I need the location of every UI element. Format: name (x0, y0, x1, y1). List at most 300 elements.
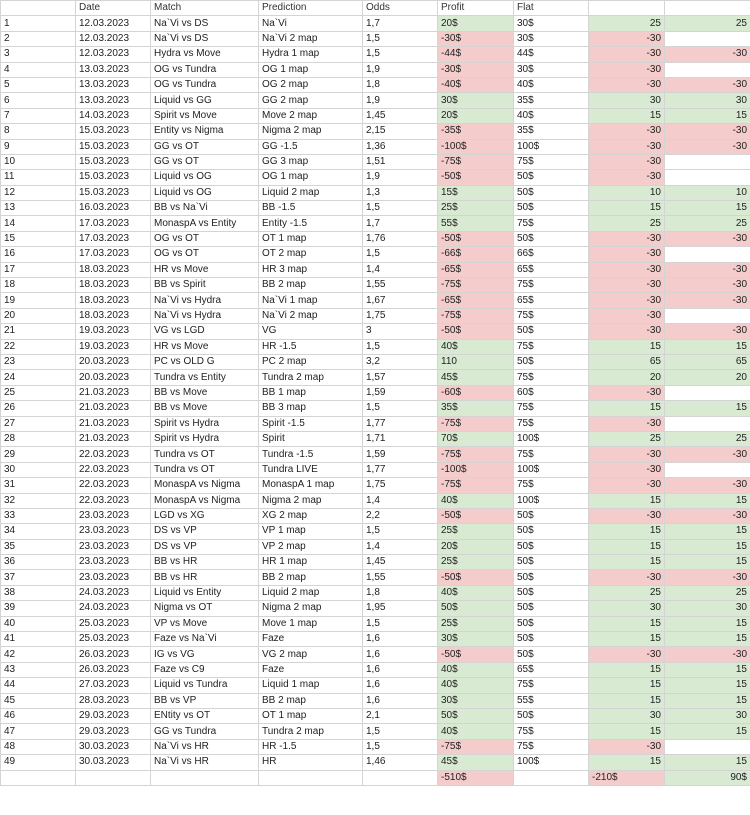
result-a-cell[interactable]: -30 (589, 154, 665, 169)
prediction-cell[interactable]: Tundra -1.5 (259, 447, 363, 462)
match-cell[interactable]: GG vs OT (151, 154, 259, 169)
match-cell[interactable]: Spirit vs Hydra (151, 416, 259, 431)
flat-cell[interactable]: 50$ (514, 555, 589, 570)
result-b-cell[interactable]: -30 (665, 47, 750, 62)
profit-cell[interactable]: -50$ (438, 570, 514, 585)
date-cell[interactable]: 15.03.2023 (76, 154, 151, 169)
odds-cell[interactable]: 1,7 (363, 216, 438, 231)
odds-cell[interactable]: 1,76 (363, 231, 438, 246)
match-cell[interactable]: Na`Vi vs DS (151, 31, 259, 46)
odds-cell[interactable]: 1,55 (363, 278, 438, 293)
result-b-cell[interactable]: 15 (665, 524, 750, 539)
empty-cell[interactable] (76, 770, 151, 785)
odds-cell[interactable]: 1,4 (363, 262, 438, 277)
prediction-cell[interactable]: Na`Vi (259, 16, 363, 31)
match-cell[interactable]: Tundra vs OT (151, 462, 259, 477)
result-a-cell[interactable]: 25 (589, 431, 665, 446)
match-cell[interactable]: BB vs Na`Vi (151, 201, 259, 216)
result-b-cell[interactable] (665, 416, 750, 431)
date-cell[interactable]: 22.03.2023 (76, 493, 151, 508)
prediction-cell[interactable]: Spirit -1.5 (259, 416, 363, 431)
row-number-cell[interactable]: 6 (1, 93, 76, 108)
result-a-cell[interactable]: 15 (589, 662, 665, 677)
result-b-cell[interactable]: -30 (665, 77, 750, 92)
flat-cell[interactable]: 75$ (514, 678, 589, 693)
prediction-cell[interactable]: Spirit (259, 431, 363, 446)
date-cell[interactable]: 29.03.2023 (76, 708, 151, 723)
row-number-cell[interactable]: 23 (1, 354, 76, 369)
odds-cell[interactable]: 1,4 (363, 493, 438, 508)
date-cell[interactable]: 12.03.2023 (76, 31, 151, 46)
row-number-cell[interactable]: 28 (1, 431, 76, 446)
odds-cell[interactable]: 2,15 (363, 124, 438, 139)
prediction-cell[interactable]: OT 1 map (259, 231, 363, 246)
profit-cell[interactable]: -30$ (438, 62, 514, 77)
result-b-cell[interactable] (665, 170, 750, 185)
row-number-cell[interactable]: 15 (1, 231, 76, 246)
row-number-cell[interactable]: 49 (1, 755, 76, 770)
flat-cell[interactable]: 100$ (514, 755, 589, 770)
date-cell[interactable]: 30.03.2023 (76, 739, 151, 754)
prediction-cell[interactable]: VG 2 map (259, 647, 363, 662)
result-b-cell[interactable]: -30 (665, 508, 750, 523)
date-cell[interactable]: 19.03.2023 (76, 324, 151, 339)
date-cell[interactable]: 22.03.2023 (76, 447, 151, 462)
row-number-cell[interactable]: 4 (1, 62, 76, 77)
profit-cell[interactable]: -50$ (438, 231, 514, 246)
flat-cell[interactable]: 65$ (514, 262, 589, 277)
result-a-cell[interactable]: 15 (589, 401, 665, 416)
row-number-cell[interactable]: 39 (1, 601, 76, 616)
match-cell[interactable]: Na`Vi vs Hydra (151, 308, 259, 323)
date-cell[interactable]: 18.03.2023 (76, 278, 151, 293)
result-b-cell[interactable]: -30 (665, 570, 750, 585)
date-cell[interactable]: 18.03.2023 (76, 308, 151, 323)
match-cell[interactable]: OG vs OT (151, 247, 259, 262)
result-b-cell[interactable]: 10 (665, 185, 750, 200)
profit-cell[interactable]: 40$ (438, 585, 514, 600)
row-number-cell[interactable]: 27 (1, 416, 76, 431)
match-cell[interactable]: BB vs HR (151, 555, 259, 570)
date-cell[interactable]: 18.03.2023 (76, 262, 151, 277)
result-a-cell[interactable]: 15 (589, 616, 665, 631)
result-b-cell[interactable]: -30 (665, 124, 750, 139)
odds-cell[interactable]: 1,4 (363, 539, 438, 554)
profit-cell[interactable]: -75$ (438, 154, 514, 169)
prediction-cell[interactable]: OT 1 map (259, 708, 363, 723)
total-result-a-cell[interactable]: -210$ (589, 770, 665, 785)
odds-cell[interactable]: 1,67 (363, 293, 438, 308)
row-number-cell[interactable]: 44 (1, 678, 76, 693)
header-cell-num[interactable] (1, 1, 76, 16)
odds-cell[interactable]: 1,55 (363, 570, 438, 585)
flat-cell[interactable]: 65$ (514, 662, 589, 677)
prediction-cell[interactable]: Nigma 2 map (259, 124, 363, 139)
header-cell-odds[interactable]: Odds (363, 1, 438, 16)
result-b-cell[interactable]: 20 (665, 370, 750, 385)
date-cell[interactable]: 21.03.2023 (76, 416, 151, 431)
result-a-cell[interactable]: 15 (589, 524, 665, 539)
profit-cell[interactable]: -100$ (438, 139, 514, 154)
flat-cell[interactable]: 75$ (514, 370, 589, 385)
match-cell[interactable]: OG vs Tundra (151, 77, 259, 92)
result-a-cell[interactable]: -30 (589, 324, 665, 339)
flat-cell[interactable]: 50$ (514, 585, 589, 600)
date-cell[interactable]: 23.03.2023 (76, 555, 151, 570)
prediction-cell[interactable]: Na`Vi 1 map (259, 293, 363, 308)
profit-cell[interactable]: -40$ (438, 77, 514, 92)
flat-cell[interactable]: 50$ (514, 354, 589, 369)
odds-cell[interactable]: 1,75 (363, 308, 438, 323)
match-cell[interactable]: Nigma vs OT (151, 601, 259, 616)
prediction-cell[interactable]: BB 2 map (259, 693, 363, 708)
match-cell[interactable]: BB vs VP (151, 693, 259, 708)
odds-cell[interactable]: 1,5 (363, 247, 438, 262)
prediction-cell[interactable]: Tundra 2 map (259, 370, 363, 385)
odds-cell[interactable]: 1,9 (363, 62, 438, 77)
odds-cell[interactable]: 1,9 (363, 93, 438, 108)
odds-cell[interactable]: 2,1 (363, 708, 438, 723)
result-b-cell[interactable] (665, 62, 750, 77)
match-cell[interactable]: GG vs OT (151, 139, 259, 154)
result-b-cell[interactable]: 65 (665, 354, 750, 369)
result-a-cell[interactable]: 15 (589, 678, 665, 693)
date-cell[interactable]: 17.03.2023 (76, 231, 151, 246)
date-cell[interactable]: 23.03.2023 (76, 539, 151, 554)
match-cell[interactable]: Faze vs C9 (151, 662, 259, 677)
row-number-cell[interactable]: 3 (1, 47, 76, 62)
result-a-cell[interactable]: -30 (589, 462, 665, 477)
flat-cell[interactable]: 30$ (514, 62, 589, 77)
odds-cell[interactable]: 1,5 (363, 339, 438, 354)
flat-cell[interactable]: 75$ (514, 739, 589, 754)
result-b-cell[interactable]: 30 (665, 601, 750, 616)
result-b-cell[interactable]: -30 (665, 278, 750, 293)
match-cell[interactable]: Liquid vs GG (151, 93, 259, 108)
match-cell[interactable]: PC vs OLD G (151, 354, 259, 369)
match-cell[interactable]: Na`Vi vs HR (151, 755, 259, 770)
result-a-cell[interactable]: -30 (589, 293, 665, 308)
row-number-cell[interactable]: 1 (1, 16, 76, 31)
prediction-cell[interactable]: Entity -1.5 (259, 216, 363, 231)
date-cell[interactable]: 23.03.2023 (76, 570, 151, 585)
prediction-cell[interactable]: VG (259, 324, 363, 339)
result-b-cell[interactable]: 15 (665, 555, 750, 570)
flat-cell[interactable]: 50$ (514, 539, 589, 554)
match-cell[interactable]: Liquid vs Tundra (151, 678, 259, 693)
result-a-cell[interactable]: -30 (589, 139, 665, 154)
empty-cell[interactable] (151, 770, 259, 785)
flat-cell[interactable]: 40$ (514, 108, 589, 123)
result-b-cell[interactable] (665, 154, 750, 169)
result-a-cell[interactable]: 15 (589, 693, 665, 708)
header-cell-prediction[interactable]: Prediction (259, 1, 363, 16)
row-number-cell[interactable]: 10 (1, 154, 76, 169)
date-cell[interactable]: 23.03.2023 (76, 524, 151, 539)
flat-cell[interactable]: 75$ (514, 401, 589, 416)
profit-cell[interactable]: -35$ (438, 124, 514, 139)
flat-cell[interactable]: 50$ (514, 324, 589, 339)
row-number-cell[interactable]: 18 (1, 278, 76, 293)
row-number-cell[interactable]: 33 (1, 508, 76, 523)
match-cell[interactable]: Spirit vs Move (151, 108, 259, 123)
profit-cell[interactable]: -50$ (438, 647, 514, 662)
flat-cell[interactable]: 50$ (514, 170, 589, 185)
row-number-cell[interactable]: 22 (1, 339, 76, 354)
odds-cell[interactable]: 3,2 (363, 354, 438, 369)
profit-cell[interactable]: 25$ (438, 524, 514, 539)
header-cell-match[interactable]: Match (151, 1, 259, 16)
profit-cell[interactable]: 25$ (438, 555, 514, 570)
result-b-cell[interactable] (665, 247, 750, 262)
result-b-cell[interactable]: -30 (665, 262, 750, 277)
flat-cell[interactable]: 35$ (514, 93, 589, 108)
row-number-cell[interactable]: 36 (1, 555, 76, 570)
row-number-cell[interactable]: 47 (1, 724, 76, 739)
result-b-cell[interactable]: 15 (665, 693, 750, 708)
date-cell[interactable]: 13.03.2023 (76, 77, 151, 92)
date-cell[interactable]: 27.03.2023 (76, 678, 151, 693)
profit-cell[interactable]: 20$ (438, 539, 514, 554)
date-cell[interactable]: 30.03.2023 (76, 755, 151, 770)
odds-cell[interactable]: 1,6 (363, 678, 438, 693)
prediction-cell[interactable]: OG 1 map (259, 170, 363, 185)
profit-cell[interactable]: -65$ (438, 293, 514, 308)
row-number-cell[interactable]: 16 (1, 247, 76, 262)
row-number-cell[interactable]: 13 (1, 201, 76, 216)
odds-cell[interactable]: 1,77 (363, 416, 438, 431)
profit-cell[interactable]: 40$ (438, 724, 514, 739)
result-a-cell[interactable]: 15 (589, 339, 665, 354)
result-b-cell[interactable]: 15 (665, 724, 750, 739)
profit-cell[interactable]: -75$ (438, 308, 514, 323)
flat-cell[interactable]: 75$ (514, 416, 589, 431)
result-a-cell[interactable]: -30 (589, 262, 665, 277)
result-a-cell[interactable]: -30 (589, 647, 665, 662)
profit-cell[interactable]: -100$ (438, 462, 514, 477)
match-cell[interactable]: VP vs Move (151, 616, 259, 631)
date-cell[interactable]: 12.03.2023 (76, 47, 151, 62)
date-cell[interactable]: 29.03.2023 (76, 724, 151, 739)
profit-cell[interactable]: -75$ (438, 416, 514, 431)
row-number-cell[interactable]: 42 (1, 647, 76, 662)
prediction-cell[interactable]: Liquid 2 map (259, 585, 363, 600)
row-number-cell[interactable]: 37 (1, 570, 76, 585)
match-cell[interactable]: IG vs VG (151, 647, 259, 662)
flat-cell[interactable]: 44$ (514, 47, 589, 62)
flat-cell[interactable]: 100$ (514, 431, 589, 446)
result-a-cell[interactable]: -30 (589, 478, 665, 493)
row-number-cell[interactable]: 43 (1, 662, 76, 677)
profit-cell[interactable]: 110 (438, 354, 514, 369)
date-cell[interactable]: 26.03.2023 (76, 662, 151, 677)
date-cell[interactable]: 25.03.2023 (76, 616, 151, 631)
odds-cell[interactable]: 1,5 (363, 47, 438, 62)
odds-cell[interactable]: 1,46 (363, 755, 438, 770)
odds-cell[interactable]: 1,45 (363, 108, 438, 123)
profit-cell[interactable]: 15$ (438, 185, 514, 200)
profit-cell[interactable]: 30$ (438, 632, 514, 647)
result-a-cell[interactable]: 10 (589, 185, 665, 200)
row-number-cell[interactable]: 38 (1, 585, 76, 600)
prediction-cell[interactable]: BB 2 map (259, 570, 363, 585)
profit-cell[interactable]: -60$ (438, 385, 514, 400)
row-number-cell[interactable]: 11 (1, 170, 76, 185)
result-a-cell[interactable]: 25 (589, 585, 665, 600)
result-b-cell[interactable]: -30 (665, 324, 750, 339)
row-number-cell[interactable]: 40 (1, 616, 76, 631)
profit-cell[interactable]: -75$ (438, 739, 514, 754)
prediction-cell[interactable]: HR 3 map (259, 262, 363, 277)
flat-cell[interactable]: 50$ (514, 647, 589, 662)
result-b-cell[interactable]: -30 (665, 293, 750, 308)
result-a-cell[interactable]: -30 (589, 570, 665, 585)
match-cell[interactable]: Liquid vs Entity (151, 585, 259, 600)
match-cell[interactable]: HR vs Move (151, 339, 259, 354)
flat-cell[interactable]: 50$ (514, 524, 589, 539)
flat-cell[interactable]: 75$ (514, 447, 589, 462)
date-cell[interactable]: 21.03.2023 (76, 431, 151, 446)
result-a-cell[interactable]: 15 (589, 632, 665, 647)
flat-cell[interactable]: 50$ (514, 231, 589, 246)
prediction-cell[interactable]: XG 2 map (259, 508, 363, 523)
prediction-cell[interactable]: Na`Vi 2 map (259, 31, 363, 46)
match-cell[interactable]: OG vs OT (151, 231, 259, 246)
prediction-cell[interactable]: HR 1 map (259, 555, 363, 570)
date-cell[interactable]: 12.03.2023 (76, 16, 151, 31)
header-cell-c2[interactable] (665, 1, 750, 16)
result-b-cell[interactable]: 30 (665, 93, 750, 108)
profit-cell[interactable]: -75$ (438, 278, 514, 293)
odds-cell[interactable]: 1,59 (363, 385, 438, 400)
result-b-cell[interactable]: 25 (665, 16, 750, 31)
row-number-cell[interactable]: 29 (1, 447, 76, 462)
result-a-cell[interactable]: 15 (589, 108, 665, 123)
match-cell[interactable]: Entity vs Nigma (151, 124, 259, 139)
date-cell[interactable]: 20.03.2023 (76, 354, 151, 369)
date-cell[interactable]: 23.03.2023 (76, 508, 151, 523)
match-cell[interactable]: BB vs HR (151, 570, 259, 585)
date-cell[interactable]: 25.03.2023 (76, 632, 151, 647)
flat-cell[interactable]: 50$ (514, 632, 589, 647)
profit-cell[interactable]: 30$ (438, 693, 514, 708)
result-b-cell[interactable] (665, 308, 750, 323)
profit-cell[interactable]: -66$ (438, 247, 514, 262)
odds-cell[interactable]: 1,6 (363, 662, 438, 677)
flat-cell[interactable]: 60$ (514, 385, 589, 400)
row-number-cell[interactable]: 45 (1, 693, 76, 708)
match-cell[interactable]: VG vs LGD (151, 324, 259, 339)
flat-cell[interactable]: 50$ (514, 601, 589, 616)
date-cell[interactable]: 13.03.2023 (76, 93, 151, 108)
result-b-cell[interactable]: 15 (665, 401, 750, 416)
date-cell[interactable]: 17.03.2023 (76, 247, 151, 262)
result-b-cell[interactable]: 15 (665, 616, 750, 631)
result-b-cell[interactable] (665, 31, 750, 46)
row-number-cell[interactable]: 8 (1, 124, 76, 139)
odds-cell[interactable]: 1,5 (363, 524, 438, 539)
odds-cell[interactable]: 1,5 (363, 739, 438, 754)
flat-cell[interactable]: 100$ (514, 493, 589, 508)
row-number-cell[interactable]: 41 (1, 632, 76, 647)
result-a-cell[interactable]: -30 (589, 77, 665, 92)
profit-cell[interactable]: 25$ (438, 616, 514, 631)
header-cell-c1[interactable] (589, 1, 665, 16)
prediction-cell[interactable]: BB 3 map (259, 401, 363, 416)
prediction-cell[interactable]: OT 2 map (259, 247, 363, 262)
result-a-cell[interactable]: -30 (589, 47, 665, 62)
empty-cell[interactable] (363, 770, 438, 785)
result-a-cell[interactable]: -30 (589, 247, 665, 262)
flat-cell[interactable]: 30$ (514, 16, 589, 31)
prediction-cell[interactable]: Na`Vi 2 map (259, 308, 363, 323)
flat-cell[interactable]: 50$ (514, 570, 589, 585)
odds-cell[interactable]: 1,6 (363, 693, 438, 708)
odds-cell[interactable]: 1,9 (363, 170, 438, 185)
profit-cell[interactable]: 40$ (438, 662, 514, 677)
result-a-cell[interactable]: 15 (589, 539, 665, 554)
prediction-cell[interactable]: BB 1 map (259, 385, 363, 400)
match-cell[interactable]: Faze vs Na`Vi (151, 632, 259, 647)
prediction-cell[interactable]: Liquid 2 map (259, 185, 363, 200)
prediction-cell[interactable]: Hydra 1 map (259, 47, 363, 62)
prediction-cell[interactable]: Nigma 2 map (259, 493, 363, 508)
profit-cell[interactable]: -75$ (438, 478, 514, 493)
profit-cell[interactable]: 40$ (438, 339, 514, 354)
result-a-cell[interactable]: -30 (589, 308, 665, 323)
odds-cell[interactable]: 1,5 (363, 401, 438, 416)
prediction-cell[interactable]: GG 3 map (259, 154, 363, 169)
result-a-cell[interactable]: 65 (589, 354, 665, 369)
match-cell[interactable]: Na`Vi vs DS (151, 16, 259, 31)
prediction-cell[interactable]: Tundra 2 map (259, 724, 363, 739)
result-a-cell[interactable]: -30 (589, 170, 665, 185)
result-b-cell[interactable]: 15 (665, 339, 750, 354)
match-cell[interactable]: BB vs Spirit (151, 278, 259, 293)
profit-cell[interactable]: 20$ (438, 108, 514, 123)
result-b-cell[interactable]: 25 (665, 585, 750, 600)
flat-cell[interactable]: 65$ (514, 293, 589, 308)
profit-cell[interactable]: 55$ (438, 216, 514, 231)
prediction-cell[interactable]: Liquid 1 map (259, 678, 363, 693)
row-number-cell[interactable]: 17 (1, 262, 76, 277)
date-cell[interactable]: 26.03.2023 (76, 647, 151, 662)
row-number-cell[interactable]: 20 (1, 308, 76, 323)
result-b-cell[interactable]: -30 (665, 478, 750, 493)
total-result-b-cell[interactable]: 90$ (665, 770, 750, 785)
result-b-cell[interactable] (665, 385, 750, 400)
odds-cell[interactable]: 1,8 (363, 585, 438, 600)
result-a-cell[interactable]: -30 (589, 124, 665, 139)
result-a-cell[interactable]: -30 (589, 447, 665, 462)
prediction-cell[interactable]: Move 1 map (259, 616, 363, 631)
prediction-cell[interactable]: MonaspA 1 map (259, 478, 363, 493)
flat-cell[interactable]: 75$ (514, 478, 589, 493)
date-cell[interactable]: 19.03.2023 (76, 339, 151, 354)
profit-cell[interactable]: 35$ (438, 401, 514, 416)
match-cell[interactable]: MonaspA vs Entity (151, 216, 259, 231)
match-cell[interactable]: Liquid vs OG (151, 170, 259, 185)
result-a-cell[interactable]: 25 (589, 16, 665, 31)
match-cell[interactable]: DS vs VP (151, 524, 259, 539)
prediction-cell[interactable]: VP 1 map (259, 524, 363, 539)
date-cell[interactable]: 13.03.2023 (76, 62, 151, 77)
result-a-cell[interactable]: -30 (589, 416, 665, 431)
row-number-cell[interactable]: 25 (1, 385, 76, 400)
date-cell[interactable]: 15.03.2023 (76, 185, 151, 200)
result-a-cell[interactable]: 15 (589, 724, 665, 739)
match-cell[interactable]: Na`Vi vs HR (151, 739, 259, 754)
